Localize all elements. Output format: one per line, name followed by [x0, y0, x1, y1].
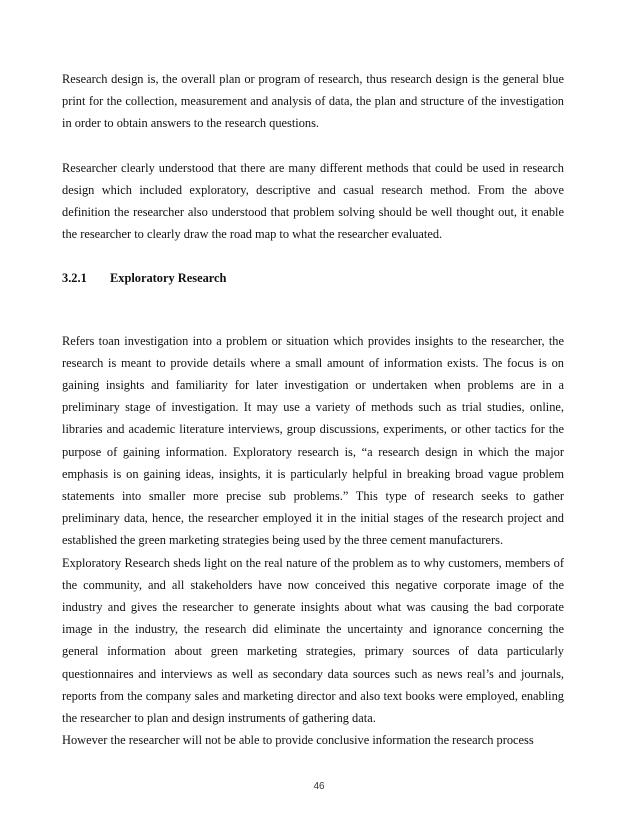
section-heading — [62, 267, 564, 289]
document-page — [62, 68, 564, 751]
paragraph-conclusion-start: However the researcher will not be able to provide conclusive information the research process — [62, 733, 534, 748]
paragraph-exploratory-definition: Refers toan investigation into a problem or situation which provides insights to the researcher, the research is meant to provide details where a small amount of information exists. The focus is on gaining insights and familiarity for later investigation or undertaken when problems are in a preliminary stage of investigation. It may use a variety of methods such as trial studies, online, libraries and academic literature interviews, group discussions, experiments, or other tactics for the purpose of gaining information. Exploratory research is, “a research design in which the major emphasis is on gaining ideas, insights, it is particularly helpful in breaking broad vague problem statements into smaller more precise sub problems.” This type of research seeks to gather preliminary data, hence, the researcher employed it in the initial stages of the research project and established the green marketing strategies being used by the three cement manufacturers. — [62, 333, 564, 548]
paragraph-research-methods: Researcher clearly understood that there are many different methods that could be used in research design which included exploratory, descriptive and casual research method. From the above definition the researcher also understood that problem solving should be well thought out, it enable the researcher to clearly draw the road map to what the researcher evaluated. — [62, 160, 564, 242]
section-title: Exploratory Research — [110, 271, 227, 286]
paragraph-exploratory-insights: Exploratory Research sheds light on the real nature of the problem as to why customers, members of the community, and all stakeholders have now conceived this negative corporate image of the industry and gives the researcher to generate insights about what was causing the bad corporate image in the industry, the research did eliminate the uncertainty and ignorance concerning the general information about green marketing strategies, primary sources of data particularly questionnaires and interviews as well as secondary data sources such as news real’s and journals, reports from the company sales and marketing director and also text books were employed, enabling the researcher to plan and design instruments of gathering data. — [62, 555, 564, 726]
page-number: 46 — [313, 781, 325, 792]
section-number: 3.2.1 — [62, 271, 87, 286]
paragraph-research-design: Research design is, the overall plan or program of research, thus research design is the general blue print for the collection, measurement and analysis of data, the plan and structure of the investigation in order to obtain answers to the research questions. — [62, 72, 564, 131]
